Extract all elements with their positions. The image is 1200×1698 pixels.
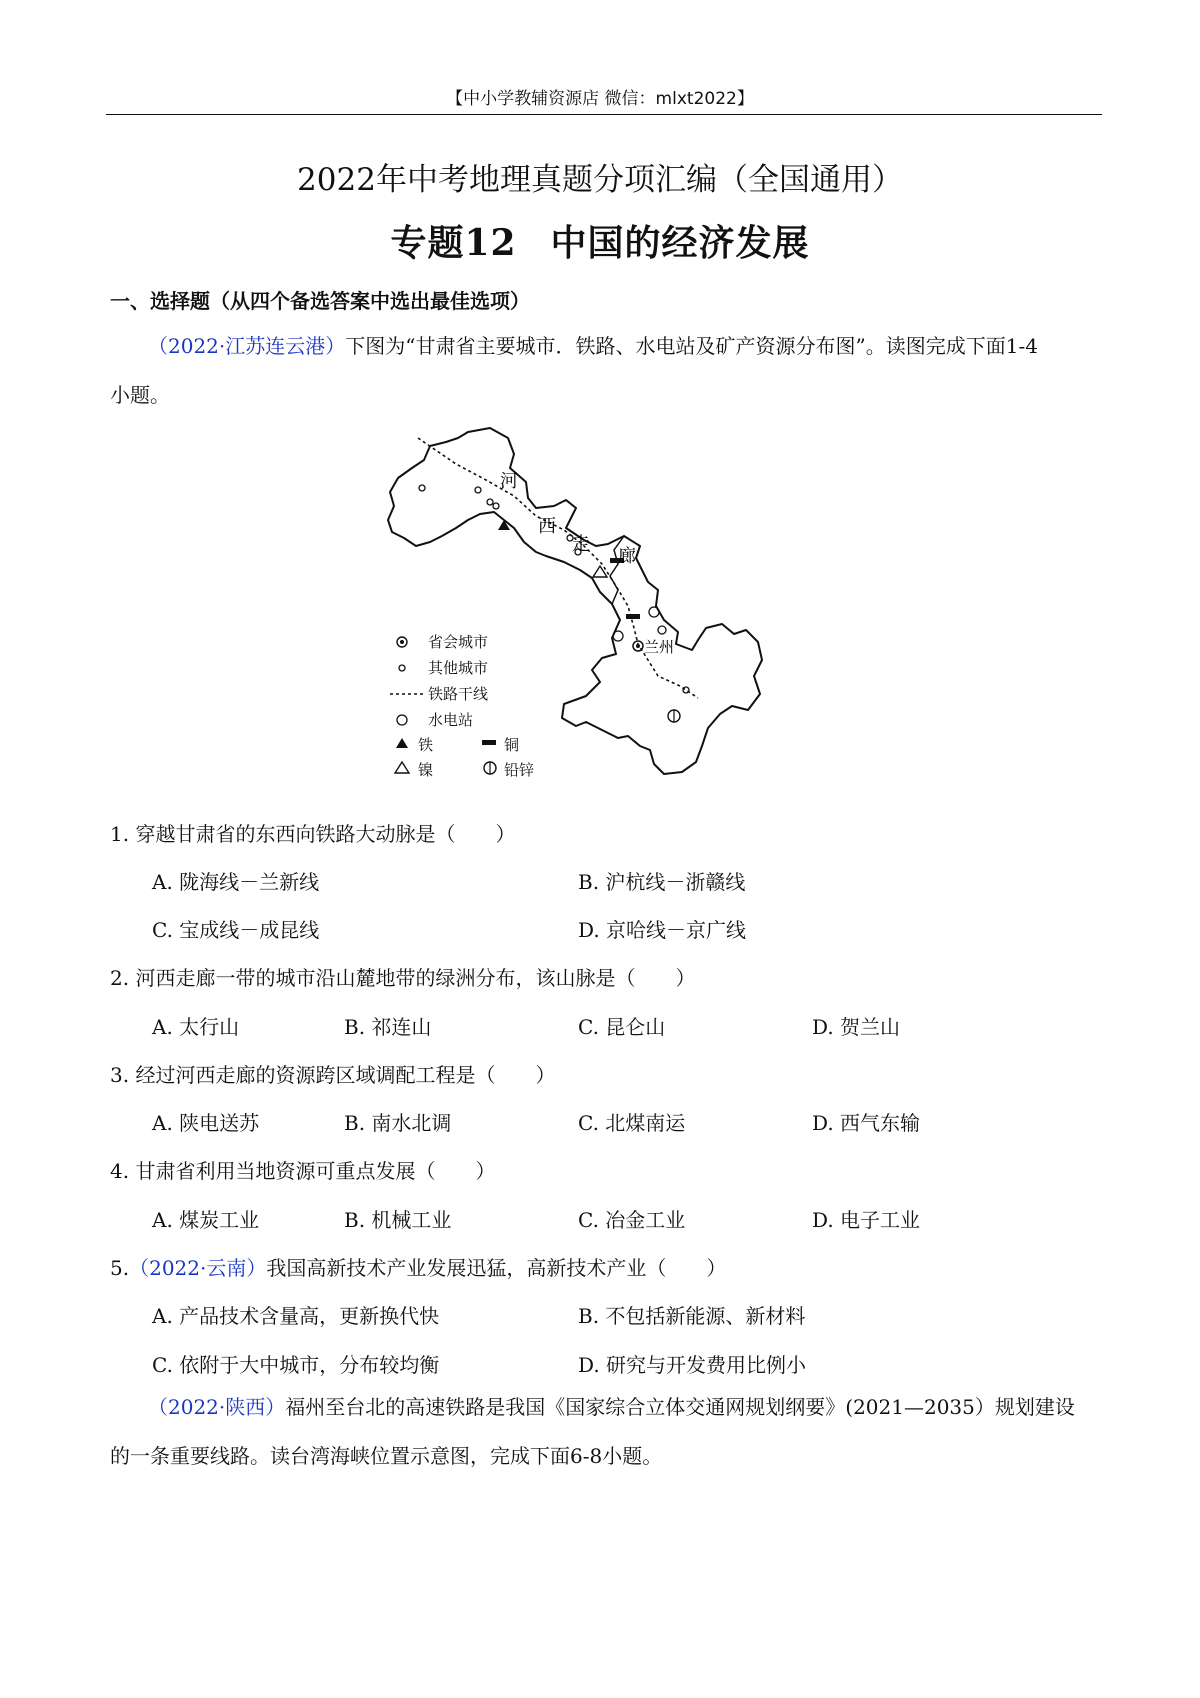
question-5-number: 5. <box>110 1256 130 1280</box>
legend-leadzinc: 铅锌 <box>504 761 535 779</box>
question-1-option-b: B. 沪杭线－浙赣线 <box>578 870 746 894</box>
header-text: 【中小学教辅资源店 微信：mlxt2022】 <box>446 89 754 109</box>
map-legend <box>390 633 534 779</box>
question-3-option-d: D. 西气东输 <box>812 1111 921 1135</box>
intro2-line1 <box>148 1397 1075 1417</box>
intro2-text: 福州至台北的高速铁路是我国《国家综合立体交通网规划纲要》(2021—2035）规划建设 <box>285 1395 1075 1419</box>
legend-nickel: 镍 <box>418 761 434 779</box>
city-dot <box>683 687 689 693</box>
question-1-option-a: A. 陇海线－兰新线 <box>152 870 320 894</box>
label-xi: 西 <box>538 516 556 537</box>
city-dot <box>493 503 499 509</box>
gansu-map <box>386 424 826 794</box>
topic-name: 中国的经济发展 <box>550 222 810 264</box>
legend-iron: 铁 <box>418 736 434 754</box>
question-5-option-a: A. 产品技术含量高，更新换代快 <box>152 1304 440 1328</box>
question-4-stem: 4. 甘肃省利用当地资源可重点发展（ ） <box>110 1159 496 1183</box>
source-tag: （2022·云南） <box>129 1256 267 1280</box>
question-3-stem: 3. 经过河西走廊的资源跨区域调配工程是（ ） <box>110 1063 556 1087</box>
intro1-line1 <box>148 336 1038 356</box>
topic-label: 专题12 <box>390 222 517 264</box>
label-zou: 走 <box>572 534 590 555</box>
legend-city: 其他城市 <box>428 659 489 677</box>
section-heading: 一、选择题（从四个备选答案中选出最佳选项） <box>110 289 530 313</box>
question-2-option-d: D. 贺兰山 <box>812 1015 901 1039</box>
question-5-stem <box>110 1252 726 1281</box>
legend-hydro: 水电站 <box>428 711 474 729</box>
question-3-option-a: A. 陕电送苏 <box>152 1111 260 1135</box>
document-title: 2022年中考地理真题分项汇编（全国通用） <box>297 162 903 198</box>
legend-railway: 铁路干线 <box>428 685 489 703</box>
iron-marker <box>498 520 510 530</box>
question-4-option-d: D. 电子工业 <box>812 1208 921 1232</box>
topic-title <box>0 215 1200 266</box>
city-dot <box>487 499 493 505</box>
label-lanzhou: 兰州 <box>644 638 675 656</box>
question-2-option-a: A. 太行山 <box>152 1015 240 1039</box>
source-tag: （2022·陕西） <box>148 1395 286 1419</box>
question-5-text: 我国高新技术产业发展迅猛，高新技术产业（ ） <box>266 1256 727 1280</box>
hydro-station <box>658 626 666 634</box>
question-3-option-c: C. 北煤南运 <box>578 1111 686 1135</box>
question-2-stem: 2. 河西走廊一带的城市沿山麓地带的绿洲分布，该山脉是（ ） <box>110 966 696 990</box>
question-5-option-c: C. 依附于大中城市，分布较均衡 <box>152 1353 440 1377</box>
intro1-line2: 小题。 <box>110 383 170 407</box>
question-1-option-c: C. 宝成线－成昆线 <box>152 918 320 942</box>
question-3-option-b: B. 南水北调 <box>344 1111 452 1135</box>
intro1-text: 下图为“甘肃省主要城市．铁路、水电站及矿产资源分布图”。读图完成下面1-4 <box>345 334 1038 358</box>
header-divider <box>106 114 1102 115</box>
question-4-option-a: A. 煤炭工业 <box>152 1208 260 1232</box>
hydro-station <box>649 607 659 617</box>
source-tag: （2022·江苏连云港） <box>148 334 346 358</box>
copper-marker <box>626 614 640 619</box>
legend-capital: 省会城市 <box>428 633 489 651</box>
question-4-option-c: C. 冶金工业 <box>578 1208 686 1232</box>
label-he: 河 <box>500 471 518 492</box>
legend-copper: 铜 <box>504 736 520 754</box>
intro2-line2: 的一条重要线路。读台湾海峡位置示意图，完成下面6-8小题。 <box>110 1444 663 1468</box>
question-5-option-b: B. 不包括新能源、新材料 <box>578 1304 806 1328</box>
city-dot <box>419 485 425 491</box>
question-1-option-d: D. 京哈线－京广线 <box>578 918 747 942</box>
question-5-option-d: D. 研究与开发费用比例小 <box>578 1353 807 1377</box>
label-lang: 廊 <box>618 546 636 567</box>
question-1-stem: 1. 穿越甘肃省的东西向铁路大动脉是（ ） <box>110 822 516 846</box>
city-dot <box>475 487 481 493</box>
question-2-option-c: C. 昆仑山 <box>578 1015 666 1039</box>
question-2-option-b: B. 祁连山 <box>344 1015 432 1039</box>
question-4-option-b: B. 机械工业 <box>344 1208 452 1232</box>
hydro-station <box>613 631 623 641</box>
